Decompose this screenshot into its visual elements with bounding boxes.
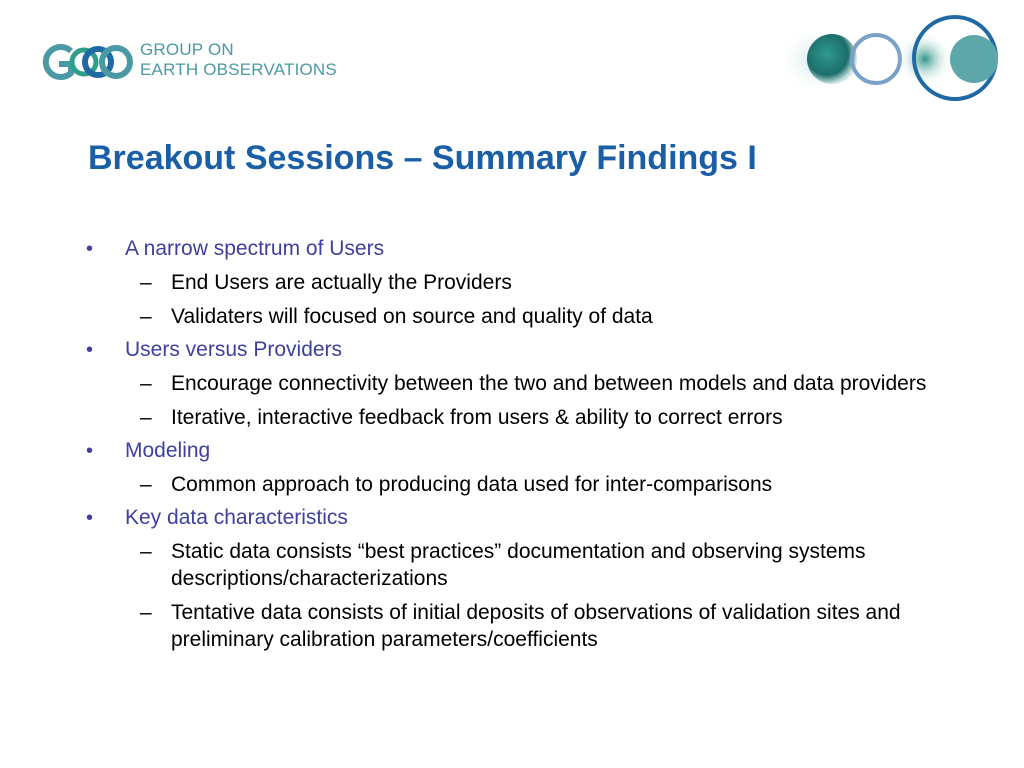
sub-bullet-text: Static data consists “best practices” documentation and observing systems descriptions/characterizations [171, 540, 866, 590]
dash-marker: – [140, 540, 152, 563]
bullet-marker: • [86, 339, 94, 361]
dash-marker: – [140, 601, 152, 624]
sub-bullet-item [86, 404, 956, 431]
earth-circles-icon [772, 12, 1012, 108]
bullet-text: Modeling [125, 439, 211, 462]
sub-bullet-text: Tentative data consists of initial deposits of observations of validation sites and preliminary calibration parameters/coefficients [171, 601, 901, 651]
dash-marker: – [140, 372, 152, 395]
org-name-line1: GROUP ON [140, 40, 234, 59]
bullet-text: Key data characteristics [125, 506, 348, 529]
bullet-item [86, 505, 956, 531]
bullet-list [86, 236, 956, 660]
org-name [140, 40, 337, 80]
sub-bullet-item [86, 303, 956, 330]
dash-marker: – [140, 473, 152, 496]
dash-marker: – [140, 406, 152, 429]
geo-logo-icon [38, 36, 134, 88]
bullet-text: A narrow spectrum of Users [125, 237, 385, 260]
org-name-line2: EARTH OBSERVATIONS [140, 60, 337, 79]
sub-bullet-item [86, 471, 956, 498]
sub-bullet-item [86, 269, 956, 296]
bullet-marker: • [86, 238, 94, 260]
sub-bullet-item [86, 370, 956, 397]
bullet-text: Users versus Providers [125, 338, 343, 361]
dash-marker: – [140, 271, 152, 294]
geo-logo [38, 36, 338, 88]
bullet-marker: • [86, 440, 94, 462]
bullet-item [86, 337, 956, 363]
bullet-item [86, 236, 956, 262]
sub-bullet-text: Iterative, interactive feedback from users & ability to correct errors [171, 406, 783, 429]
bullet-marker: • [86, 507, 94, 529]
sub-bullet-text: Common approach to producing data used for inter-comparisons [171, 473, 773, 496]
sub-bullet-text: End Users are actually the Providers [171, 271, 512, 294]
sub-bullet-item [86, 538, 956, 592]
sub-bullet-text: Encourage connectivity between the two and between models and data providers [171, 372, 927, 395]
sub-bullet-text: Validaters will focused on source and quality of data [171, 305, 653, 328]
dash-marker: – [140, 305, 152, 328]
bullet-item [86, 438, 956, 464]
slide-title: Breakout Sessions – Summary Findings I [88, 139, 757, 177]
sub-bullet-item [86, 599, 956, 653]
